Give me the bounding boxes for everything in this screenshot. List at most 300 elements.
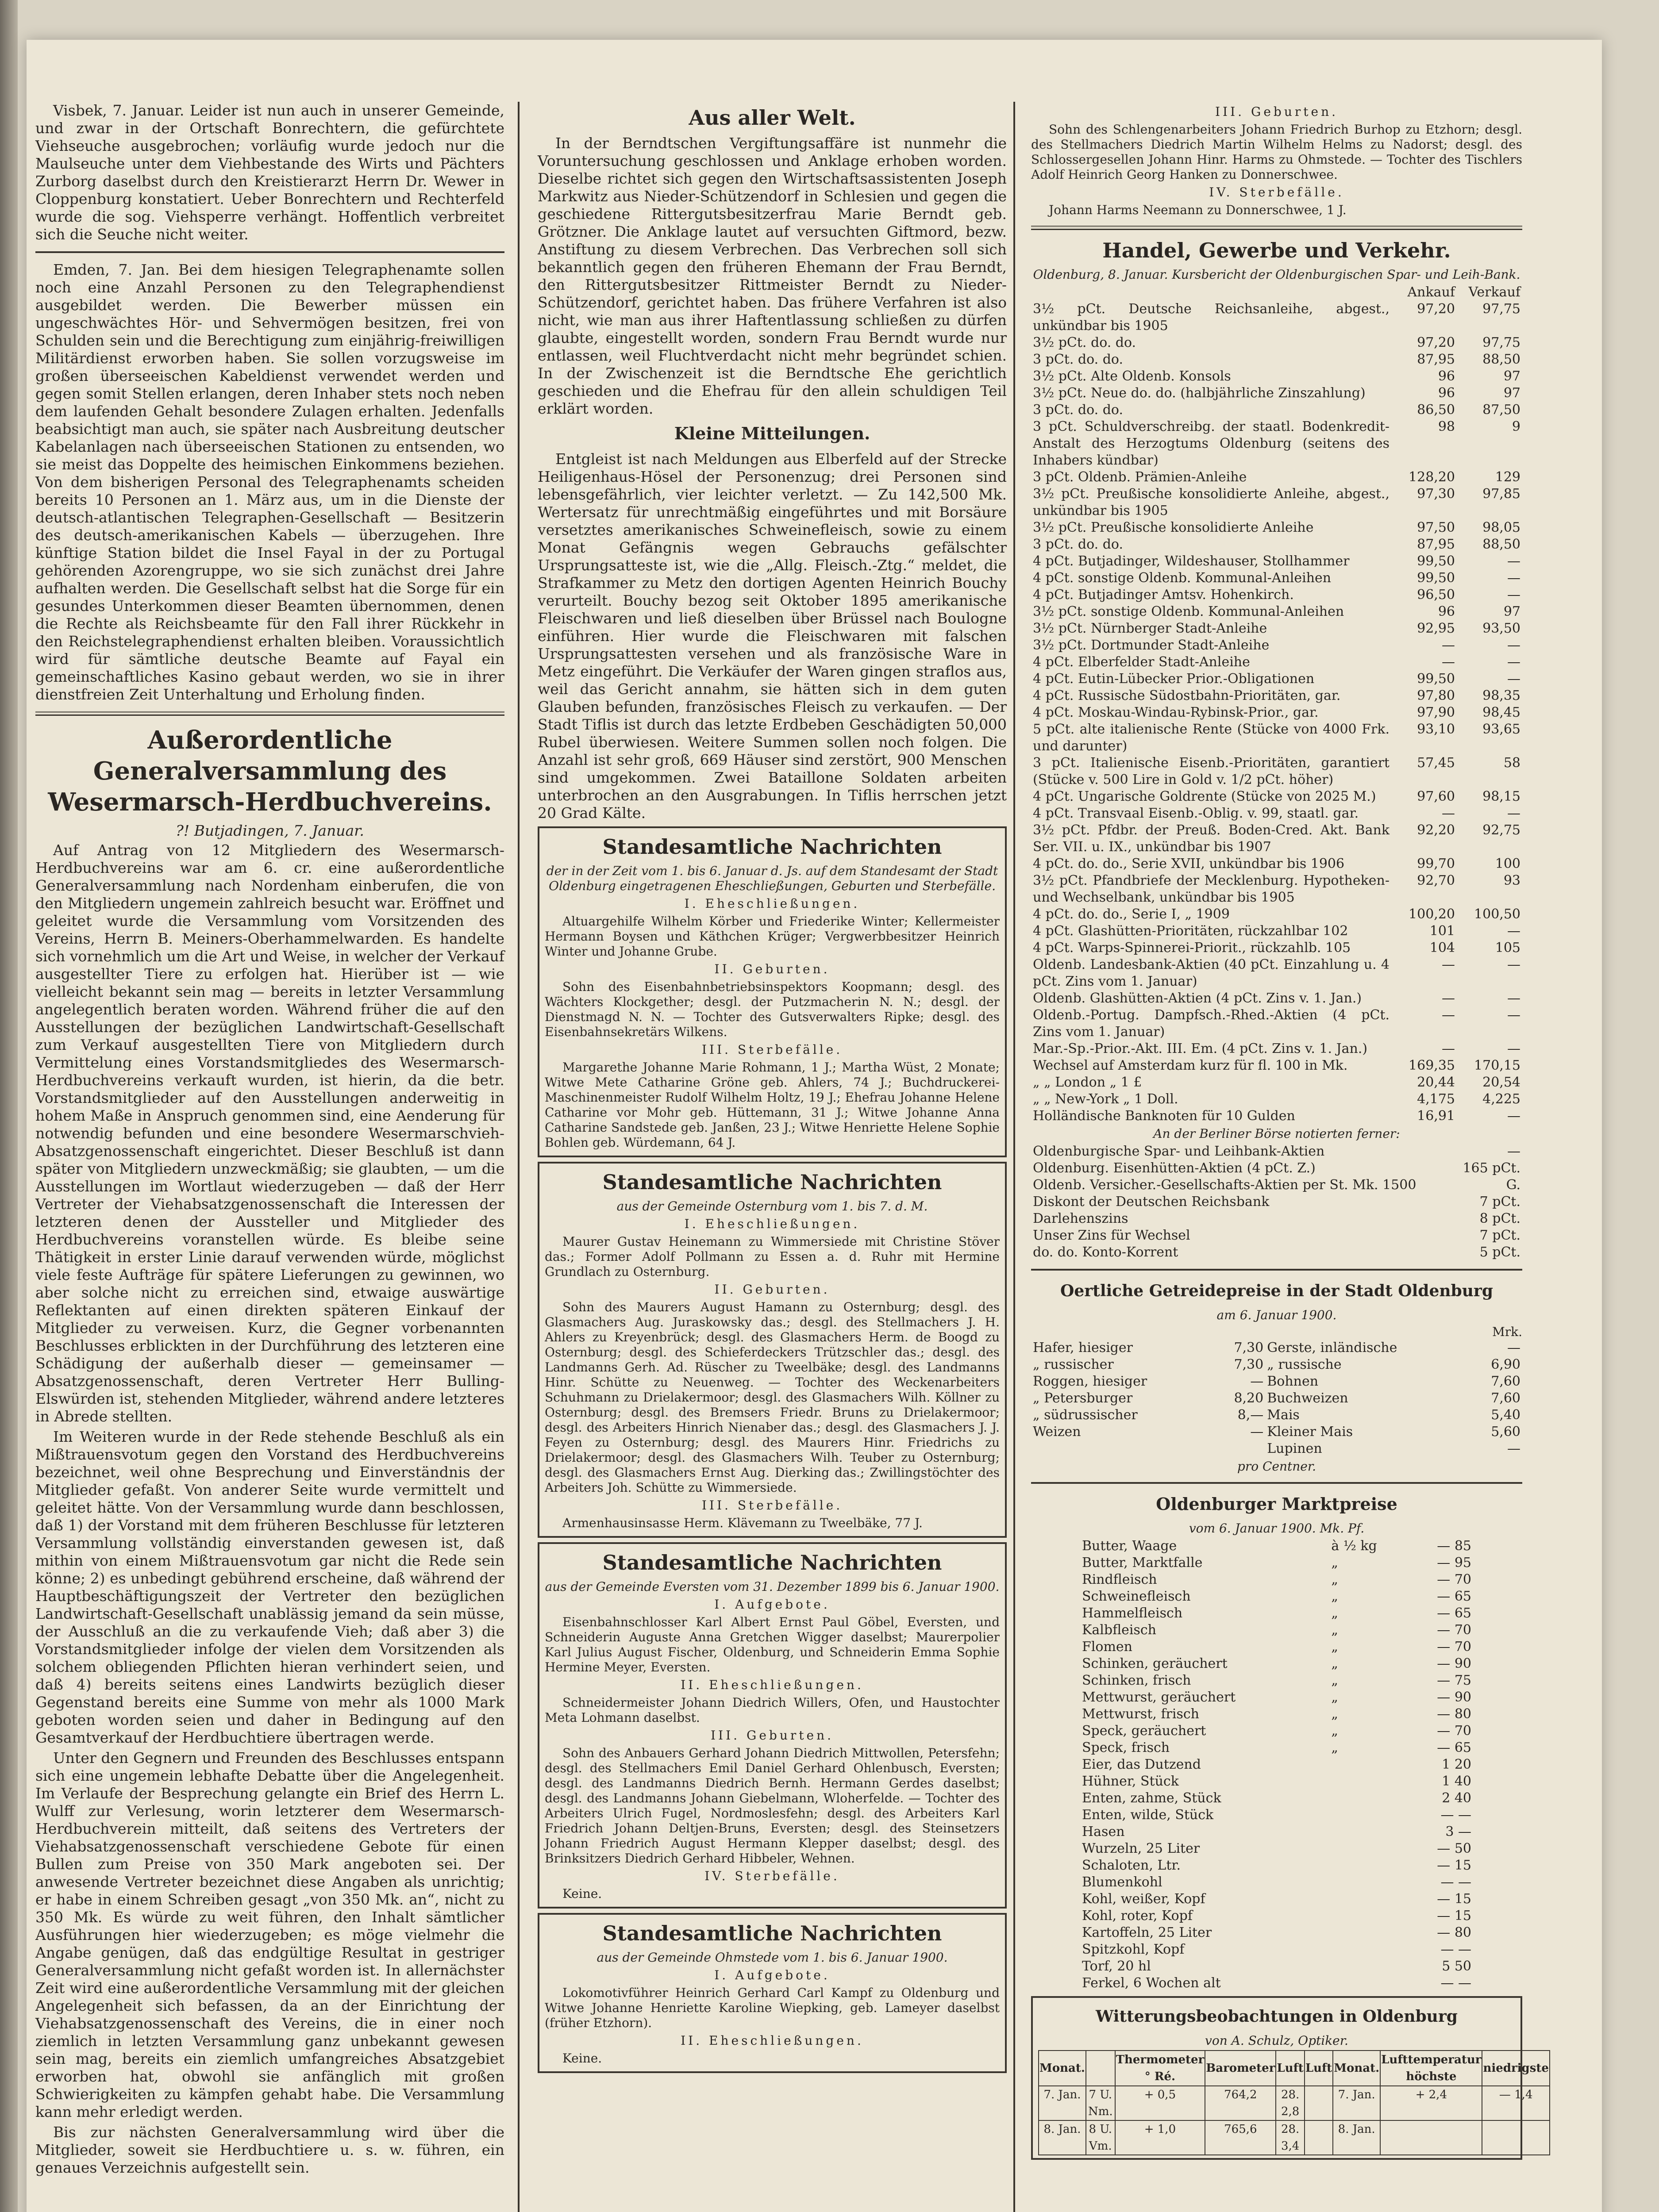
table-cell: 4 pCt. Elberfelder Stadt-Anleihe: [1033, 654, 1250, 670]
table-cell: 4 pCt. Transvaal Eisenb.-Oblig. v. 99, staatl. gar.: [1033, 806, 1359, 821]
divider: [1031, 1482, 1522, 1484]
table-row: [1031, 553, 1522, 570]
paragraph: Keine.: [562, 1886, 602, 1901]
table-cell: Oldenb. Landesbank-Aktien (40 pCt. Einzahlung u. 4 pCt. Zins vom 1. Januar): [1033, 957, 1390, 989]
kurs-table: [1031, 284, 1522, 1125]
paragraph: Eisenbahnschlosser Karl Albert Ernst Paul Göbel, Eversten, und Schneiderin Auguste Anna Gretchen Wigger daselbst; Maurerpolier Karl Julius August Fischer, Oldenburg, und Schneiderin Emma Sophie Hermine Meyer, Eversten.: [545, 1615, 1000, 1674]
table-cell: 96,50: [1417, 587, 1455, 603]
table-cell: 28. 3,4: [1276, 2120, 1304, 2155]
paragraph: Keine.: [562, 2051, 602, 2066]
table-cell: Schinken, geräuchert: [1082, 1656, 1228, 1671]
table-row: [1080, 1824, 1473, 1840]
table-cell: [1329, 1824, 1408, 1840]
table-cell: — 15: [1437, 1858, 1471, 1873]
table-cell: —: [1442, 806, 1455, 821]
table-cell: 5 pCt.: [1479, 1244, 1520, 1260]
table-cell: 4 pCt. Russische Südostbahn-Prioritäten, gar.: [1033, 688, 1341, 703]
table-cell: —: [1442, 1041, 1455, 1056]
table-header: niedrigste: [1482, 2051, 1549, 2086]
table-cell: 3 pCt. do. do.: [1033, 352, 1123, 367]
table-cell: 97,75: [1482, 335, 1520, 350]
table-row: [1031, 570, 1522, 587]
paragraph: Sohn des Anbauers Gerhard Johann Diedrich Mittwollen, Petersfehn; desgl. des Stellmachers Emil Daniel Gerhard Ohlenbusch, Eversten; desgl. des Landmanns Diedrich Bernh. Hermann Gerdes daselbst; desgl. des Landmanns Johann Giebelmann, Wloherfelde. — Tochter des Arbeiters Ulrich Fugel, Nordmoslesfehn; desgl. des Arbeiters Karl Friedrich Johann Deltjen-Bruns, Eversten; desgl. des Steinsetzers Johann Friedrich August Hermann Klepper daselbst; desgl. des Brinksitzers Diedrich Gerhard Hibbeler, Wehnen.: [545, 1746, 1000, 1866]
table-cell: 4 pCt. Glashütten-Prioritäten, rückzahlbar 102: [1033, 923, 1348, 939]
table-cell: 5,40: [1491, 1407, 1520, 1423]
table-cell: —: [1442, 637, 1455, 653]
table-row: [1031, 486, 1522, 519]
table-cell: „: [1331, 1555, 1338, 1571]
table-row: [1031, 402, 1522, 419]
table-cell: Wechsel auf Amsterdam kurz für fl. 100 in Mk.: [1033, 1058, 1348, 1073]
table-cell: [1329, 1874, 1408, 1891]
table-cell: —: [1507, 806, 1520, 821]
table-cell: 8. Jan.: [1039, 2120, 1086, 2155]
table-cell: 92,95: [1417, 621, 1455, 636]
footnote: pro Centner.: [1237, 1459, 1316, 1474]
table-cell: Eier, das Dutzend: [1082, 1757, 1201, 1772]
table-cell: 92,70: [1417, 873, 1455, 888]
table-cell: [1329, 1941, 1408, 1958]
table-cell: „: [1331, 1673, 1338, 1688]
table-cell: —: [1442, 654, 1455, 670]
paragraph: Schneidermeister Johann Diedrich Willers, Ofen, und Haustochter Meta Lohmann daselbst.: [545, 1695, 1000, 1725]
column-3: [1031, 102, 1549, 2164]
table-cell: 3 pCt. Oldenb. Prämien-Anleihe: [1033, 469, 1247, 485]
table-cell: 88,50: [1482, 537, 1520, 552]
table-cell: — 15: [1437, 1891, 1471, 1907]
table-row: [1031, 351, 1522, 368]
table-cell: 5 50: [1442, 1959, 1471, 1974]
table-cell: Enten, wilde, Stück: [1082, 1807, 1214, 1823]
table-cell: „ russische: [1267, 1357, 1342, 1372]
table-row: [1031, 805, 1522, 822]
headline-witterung: Witterungsbeobachtungen in Oldenburg: [1096, 2007, 1458, 2026]
book-spine: [0, 0, 18, 2212]
section-title: Standesamtliche Nachrichten: [602, 1170, 942, 1194]
section-heading: II. Geburten.: [714, 962, 830, 976]
table-row: [1031, 872, 1522, 906]
table-cell: — 80: [1437, 1706, 1471, 1722]
table-cell: 6,90: [1491, 1357, 1520, 1372]
table-row: [1031, 940, 1522, 956]
table-cell: „: [1331, 1589, 1338, 1604]
table-row: [1031, 721, 1522, 755]
table-row: [1080, 1655, 1473, 1672]
table-cell: 97,60: [1417, 789, 1455, 804]
table-cell: 3½ pCt. Pfdbr. der Preuß. Boden-Cred. Akt. Bank Ser. VII. u. IX., unkündbar bis 1907: [1033, 822, 1390, 855]
table-cell: 3½ pCt. Pfandbriefe der Mecklenburg. Hypotheken- und Wechselbank, unkündbar bis 1905: [1033, 873, 1390, 905]
paragraph: Sohn des Eisenbahnbetriebsinspektors Koopmann; desgl. des Wächters Klockgether; desgl. der Putzmacherin N. N.; desgl. der Dienstmagd N. N. — Tochter des Gutsverwalters Ripke; desgl. des Eisenbahnsekretärs Wilkens.: [545, 979, 1000, 1039]
table-cell: — —: [1440, 1807, 1471, 1823]
table-cell: —: [1507, 654, 1520, 670]
table-cell: 3 pCt. Italienische Eisenb.-Prioritäten, garantiert (Stücke v. 500 Lire in Gold v. 1/2 pCt. höher): [1033, 755, 1390, 787]
table-cell: 3½ pCt. do. do.: [1033, 335, 1136, 350]
table-cell: Hafer, hiesiger: [1033, 1340, 1133, 1356]
section-heading: I. Eheschließungen.: [684, 1217, 860, 1231]
table-cell: —: [1507, 637, 1520, 653]
table-cell: — 65: [1437, 1605, 1471, 1621]
table-row: [1031, 469, 1522, 486]
table-row: [1080, 1807, 1473, 1824]
table-cell: 129: [1495, 469, 1520, 485]
section-heading: II. Eheschließungen.: [681, 2033, 864, 2048]
table-row: [1080, 1588, 1473, 1605]
table-cell: „ „ New-York „ 1 Doll.: [1033, 1091, 1178, 1107]
divider: [1031, 1269, 1522, 1271]
table-cell: 5 pCt. alte italienische Rente (Stücke von 4000 Frk. und darunter): [1033, 722, 1390, 754]
table-row: [1080, 1639, 1473, 1655]
table-cell: —: [1507, 1340, 1520, 1356]
table-cell: 20,54: [1482, 1075, 1520, 1090]
table-header: [1086, 2051, 1115, 2086]
table-cell: — 70: [1437, 1639, 1471, 1655]
table-cell: 92,20: [1417, 822, 1455, 838]
headline-getreidepreise: Oertliche Getreidepreise in der Stadt Oldenburg: [1060, 1282, 1493, 1300]
table-row: [1080, 1975, 1473, 1992]
divider: [35, 711, 504, 716]
table-row: [1031, 704, 1522, 721]
table-cell: — 70: [1437, 1723, 1471, 1739]
table-cell: Kalbfleisch: [1082, 1622, 1156, 1638]
table-cell: [1380, 2120, 1482, 2155]
table-cell: 96: [1438, 385, 1455, 401]
table-row: [1031, 385, 1522, 402]
section-title: Standesamtliche Nachrichten: [602, 835, 942, 859]
table-cell: Buchweizen: [1267, 1390, 1348, 1406]
table-row: [1031, 1194, 1522, 1210]
table-cell: 96: [1438, 369, 1455, 384]
table-cell: Roggen, hiesiger: [1033, 1374, 1147, 1389]
table-cell: à ½ kg: [1331, 1538, 1377, 1554]
table-cell: 7 pCt.: [1479, 1228, 1520, 1243]
table-cell: 4 pCt. Eutin-Lübecker Prior.-Obligationen: [1033, 671, 1315, 687]
table-cell: Hasen: [1082, 1824, 1125, 1839]
table-cell: Mettwurst, geräuchert: [1082, 1690, 1236, 1705]
table-cell: 92,75: [1482, 822, 1520, 838]
table-row: [1031, 334, 1522, 351]
table-row: [1039, 2120, 1550, 2155]
table-cell: „ Petersburger: [1033, 1390, 1133, 1406]
table-cell: — 65: [1437, 1740, 1471, 1755]
table-cell: 4 pCt. Butjadinger, Wildeshauser, Stollhammer: [1033, 553, 1350, 569]
table-cell: 5,60: [1491, 1424, 1520, 1440]
table-cell: Mar.-Sp.-Prior.-Akt. III. Em. (4 pCt. Zins v. 1. Jan.): [1033, 1041, 1368, 1056]
table-cell: „ „ London „ 1 £: [1033, 1075, 1142, 1090]
table-cell: 93,10: [1417, 722, 1455, 737]
table-cell: Speck, geräuchert: [1082, 1723, 1206, 1739]
table-row: [1031, 923, 1522, 940]
table-cell: 7 U. Nm.: [1086, 2086, 1115, 2120]
column-rule: [518, 102, 520, 2212]
table-cell: Unser Zins für Wechsel: [1033, 1228, 1190, 1243]
table-cell: [1329, 1807, 1408, 1824]
table-cell: 4 pCt. sonstige Oldenb. Kommunal-Anleihen: [1033, 570, 1332, 586]
table-cell: 3 pCt. Schuldverschreibg. der staatl. Bodenkredit-Anstalt des Herzogtums Oldenburg (seitens des Inhabers kündbar): [1033, 419, 1390, 468]
table-row: [1031, 620, 1522, 637]
table-row: [1031, 1143, 1522, 1160]
standesamt-oldenburg: [538, 826, 1007, 1157]
table-row: [1031, 990, 1522, 1007]
table-cell: „: [1331, 1706, 1338, 1722]
table-cell: 87,50: [1482, 402, 1520, 418]
dateline: ?! Butjadingen, 7. Januar.: [176, 822, 364, 839]
table-cell: Schinken, frisch: [1082, 1673, 1191, 1688]
section-heading: I. Eheschließungen.: [684, 896, 860, 911]
table-cell: 4,225: [1482, 1091, 1520, 1107]
table-cell: —: [1507, 1041, 1520, 1056]
table-cell: Flomen: [1082, 1639, 1132, 1655]
section-heading: III. Geburten.: [710, 1728, 834, 1743]
table-cell: Lupinen: [1267, 1441, 1322, 1456]
table-row: [1080, 1857, 1473, 1874]
table-cell: 764,2: [1205, 2086, 1276, 2120]
table-cell: Enten, zahme, Stück: [1082, 1790, 1221, 1806]
table-cell: 3 pCt. do. do.: [1033, 537, 1123, 552]
section-subtitle: am 6. Januar 1900.: [1216, 1308, 1337, 1322]
table-row: [1031, 956, 1522, 990]
table-row: [1031, 687, 1522, 704]
table-cell: 170,15: [1474, 1058, 1520, 1073]
table-row: [1031, 1041, 1522, 1057]
table-cell: 8,20: [1234, 1390, 1264, 1406]
section-heading: IV. Sterbefälle.: [1209, 185, 1344, 200]
table-cell: —: [1507, 587, 1520, 603]
table-cell: 3½ pCt. Alte Oldenb. Konsols: [1033, 369, 1231, 384]
section-subtitle: aus der Gemeinde Ohmstede vom 1. bis 6. Januar 1900.: [597, 1950, 948, 1965]
table-row: [1080, 1790, 1473, 1807]
column-rule: [1013, 102, 1015, 2212]
table-row: [1080, 1622, 1473, 1639]
table-cell: 96: [1438, 604, 1455, 619]
table-row: [1031, 1440, 1522, 1457]
table-cell: „: [1331, 1639, 1338, 1655]
table-row: [1031, 755, 1522, 788]
table-row: [1031, 822, 1522, 856]
table-cell: 88,50: [1482, 352, 1520, 367]
table-cell: Oldenb. Glashütten-Aktien (4 pCt. Zins v. 1. Jan.): [1033, 991, 1362, 1006]
section-heading: I. Aufgebote.: [714, 1968, 830, 1982]
table-cell: 97,75: [1482, 301, 1520, 317]
section-subtitle: Oldenburg, 8. Januar. Kursbericht der Oldenburgischen Spar- und Leih-Bank.: [1033, 267, 1520, 282]
paragraph: Johann Harms Neemann zu Donnerschwee, 1 J.: [1049, 203, 1347, 217]
paragraph: In der Berndtschen Vergiftungsaffäre ist nunmehr die Voruntersuchung geschlossen und Anklage erhoben worden. Dieselbe richtet sich gegen den Wirtschaftsassistenten Joseph Markwitz aus Nieder-Schützendorf in Schlesien und gegen die geschiedene Rittergutsbesitzerfrau Marie Berndt geb. Grötzner. Die Anklage lautet auf versuchten Giftmord, bezw. Anstiftung zu diesem Verbrechen. Das Verbrechen soll sich bekanntlich gegen den früheren Ehemann der Frau Berndt, den Rittergutsbesitzer Rittmeister Berndt zu Nieder-Schützendorf, gerichtet haben. Das frühere Verfahren ist also nicht, wie man aus ihrer Haftentlassung schließen zu dürfen glaubte, eingestellt worden, sondern Frau Berndt wurde nur entlassen, weil Fluchtverdacht nicht mehr begründet schien. In der Zwischenzeit ist die Berndtsche Ehe gerichtlich geschieden und die Ehefrau für den allein schuldigen Teil erklärt worden.: [538, 134, 1007, 417]
table-cell: 97,90: [1417, 705, 1455, 720]
table-cell: Schaloten, Ltr.: [1082, 1858, 1181, 1873]
table-row: [1031, 671, 1522, 687]
table-cell: 97,30: [1417, 486, 1455, 502]
table-cell: „: [1331, 1690, 1338, 1705]
table-cell: Oldenb.-Portug. Dampfsch.-Rhed.-Aktien (4 pCt. Zins vom 1. Januar): [1033, 1007, 1390, 1040]
headline-marktpreise: Oldenburger Marktpreise: [1156, 1494, 1397, 1514]
markt-table: [1080, 1538, 1473, 1992]
table-cell: G.: [1506, 1177, 1520, 1193]
table-cell: [1329, 1857, 1408, 1874]
table-cell: + 0,5: [1115, 2086, 1205, 2120]
table-cell: 128,20: [1409, 469, 1455, 485]
table-cell: 93,50: [1482, 621, 1520, 636]
table-row: [1031, 1356, 1522, 1373]
table-cell: 7,30: [1234, 1357, 1264, 1372]
table-cell: 9: [1512, 419, 1520, 434]
section-heading: III. Sterbefälle.: [701, 1498, 843, 1513]
table-cell: — 90: [1437, 1690, 1471, 1705]
table-cell: 7 pCt.: [1479, 1194, 1520, 1210]
table-row: [1080, 1874, 1473, 1891]
table-cell: 87,95: [1417, 352, 1455, 367]
table-cell: Darlehenszins: [1033, 1211, 1128, 1226]
table-cell: 99,50: [1417, 671, 1455, 687]
table-cell: —: [1507, 991, 1520, 1006]
table-cell: [1200, 1440, 1265, 1457]
table-cell: Oldenb. Versicher.-Gesellschafts-Aktien per St. Mk. 1500: [1033, 1177, 1417, 1193]
table-row: [1080, 1740, 1473, 1756]
table-cell: 4 pCt. do. do., Serie XVII, unkündbar bis 1906: [1033, 856, 1345, 872]
section-title: Standesamtliche Nachrichten: [602, 1551, 942, 1575]
table-cell: Kohl, roter, Kopf: [1082, 1908, 1193, 1924]
divider: [1031, 226, 1522, 230]
table-cell: 99,50: [1417, 553, 1455, 569]
table-cell: Hühner, Stück: [1082, 1774, 1179, 1789]
table-cell: „: [1331, 1723, 1338, 1739]
table-cell: „: [1331, 1656, 1338, 1671]
table-row: [1031, 1007, 1522, 1041]
article-visbek: Visbek, 7. Januar. Leider ist nun auch in unserer Gemeinde, und zwar in der Ortschaft Bonrechtern, die gefürchtete Viehseuche ausgebrochen; vorläufig wurde jedoch nur die Maulseuche unter dem Viehbestande des Wirts und Pächters Zurborg daselbst durch den Kreistierarzt Herrn Dr. Wewer in Cloppenburg konstatiert. Ueber Bonrechtern und Rechterfeld wurde die sog. Viehsperre verhängt. Hoffentlich verbreitet sich die Seuche nicht weiter.: [35, 102, 504, 243]
table-row: [1080, 1538, 1473, 1555]
table-cell: 3½ pCt. Deutsche Reichsanleihe, abgest., unkündbar bis 1905: [1033, 301, 1390, 334]
table-cell: Spitzkohl, Kopf: [1082, 1942, 1185, 1957]
table-cell: [1482, 2120, 1549, 2155]
table-cell: „: [1331, 1605, 1338, 1621]
table-cell: Mettwurst, frisch: [1082, 1706, 1200, 1722]
headline-aus-aller-welt: Aus aller Welt.: [689, 106, 856, 130]
section-subtitle: aus der Gemeinde Eversten vom 31. Dezember 1899 bis 6. Januar 1900.: [545, 1579, 1000, 1594]
table-cell: 93,65: [1482, 722, 1520, 737]
paragraph: Sohn des Maurers August Hamann zu Osternburg; desgl. des Glasmachers Aug. Juraskowsky das.; desgl. des Stellmachers J. H. Ahlers zu Kreyenbrück; desgl. des Glasmachers Herm. de Boogd zu Osternburg; desgl. des Schieferdeckers Trützschler das.; desgl. des Landmanns Gerh. Ad. Rüscher zu Tweelbäke; desgl. des Landmanns Hinr. Schütte zu Neuenweg. — Tochter des Weckenarbeiters Schuhmann zu Drielakermoor; desgl. des Glasmachers Wilh. Köllner zu Osternburg; desgl. des Bremsers Friedr. Bruns zu Drielakermoor; desgl. des Arbeiters Hinrich Nienaber das.; desgl. des Glasmachers J. J. Feyen zu Osternburg; desgl. des Maurers Hinr. Friedrichs zu Drielakermoor; desgl. des Glasmachers Wilh. Teuber zu Osternburg; desgl. des Glasmachers Ernst Aug. Dierking das.; Zwillingstöchter des Arbeiters Joh. Schütte zu Wimmersiede.: [545, 1300, 1000, 1495]
table-cell: 4 pCt. do. do., Serie I, „ 1909: [1033, 906, 1230, 922]
table-cell: 3½ pCt. Preußische konsolidierte Anleihe: [1033, 520, 1314, 535]
table-cell: 87,95: [1417, 537, 1455, 552]
table-header: Lufttemperatur höchste: [1380, 2051, 1482, 2086]
table-cell: 98,35: [1482, 688, 1520, 703]
table-cell: „ russischer: [1033, 1357, 1114, 1372]
table-cell: 3½ pCt. Preußische konsolidierte Anleihe, abgest., unkündbar bis 1905: [1033, 486, 1390, 518]
table-cell: 98,15: [1482, 789, 1520, 804]
table-row: [1031, 1091, 1522, 1108]
table-cell: Oldenburg. Eisenhütten-Aktien (4 pCt. Z.): [1033, 1160, 1316, 1176]
table-cell: Blumenkohl: [1082, 1874, 1162, 1890]
table-cell: —: [1250, 1374, 1264, 1389]
table-cell: —: [1442, 991, 1455, 1006]
table-cell: [1305, 2086, 1333, 2120]
table-cell: 100,20: [1409, 906, 1455, 922]
table-cell: 16,91: [1417, 1108, 1455, 1124]
table-cell: —: [1442, 957, 1455, 972]
table-row: [1031, 1424, 1522, 1440]
table-cell: 7. Jan.: [1333, 2086, 1380, 2120]
paragraph: Entgleist ist nach Meldungen aus Elberfeld auf der Strecke Heiligenhaus-Hösel der Personenzug; drei Personen sind lebensgefährlich, vier leichter verletzt. — Zu 142,500 Mk. Wertersatz für unrechtmäßig eingeführtes und mit Borsäure versetztes amerikanisches Schweinefleisch, sowie zu einem Monat Gefängnis wegen Gebrauchs gefälschter Ursprungsatteste ist, wie die „Allg. Fleisch.-Ztg.“ meldet, die Strafkammer zu Metz den dortigen Agenten Heinrich Bouchy verurteilt. Bouchy bezog seit Oktober 1895 amerikanische Fleischwaren und ließ dieselben über Brüssel nach Boulogne einführen. Hier wurde die Fleischwaren mit falschen Ursprungsattesten versehen und als französische Ware in Metz eingeführt. Die Verkäufer der Waren gingen straflos aus, weil das Gericht annahm, sie hätten sich in dem guten Glauben befunden, französisches Fleisch zu verkaufen. — Der Stadt Tiflis ist durch das letzte Erdbeben Geschädigten 50,000 Rubel überwiesen. Weitere Summen sollen noch folgen. Die Anzahl ist sehr groß, 669 Häuser sind zerstört, 900 Menschen sind umgekommen. Zwei Bataillone Soldaten arbeiten unterbrochen an den Ausgrabungen. In Tiflis herrschen jetzt 20 Grad Kälte.: [538, 450, 1007, 822]
table-cell: 8 pCt.: [1479, 1211, 1520, 1226]
table-cell: 765,6: [1205, 2120, 1276, 2155]
table-cell: 99,50: [1417, 570, 1455, 586]
paragraph: Auf Antrag von 12 Mitgliedern des Wesermarsch-Herdbuchvereins war am 6. cr. eine außerordentliche Generalversammlung nach Nordenham einberufen, die von den Mitgliedern ungemein zahlreich besucht war. Eröffnet und geleitet wurde die Versammlung vom Vorsitzenden des Vereins, Herrn B. Meiners-Oberhammelwarden. Es handelte sich vornehmlich um die Art und Weise, in welcher der Verkauf ausgestellter Tiere zu erfolgen hat. Hierüber ist — wie vielleicht bekannt sein mag — bereits in letzter Versammlung angelegentlich beraten worden. Während früher die auf den Ausstellungen der bezüglichen Landwirtschaft-Gesellschaft zum Verkauf ausgestellten Tiere von Mitgliedern durch Vermittelung eines Vorstandsmitgliedes des Wesermarsch-Herdbuchvereins verkauft wurden, ist hierin, da die betr. Vorstandsmitglieder auf den Ausstellungen anderweitig in hohem Maße in Anspruch genommen sind, eine Aenderung für notwendig befunden und eine besondere Wesermarschvieh-Absatzgenossenschaft eingerichtet. Dieser Beschluß ist dann später von Mitgliedern unzweckmäßig; sie glaubten, — um die Ausstellungen im Wortlaut wiederzugeben — daß der Herr Vertreter der Viehabsatzgenossenschaft die Interessen der letzteren denen der Aussteller und Mitglieder des Herdbuchvereins voranstellen würde. Es bleibe seine Thätigkeit in erster Linie darauf verwenden würde, möglichst viele feste Aufträge für spätere Lieferungen zu gewinnen, wo aber solche nicht zu erreichen sind, etwaige auswärtige Reflektanten auf einen direkten späteren Einkauf der Mitglieder zu verweisen. Kurz, die Gegner vorbenannten Beschlusses erblickten in der Durchführung des letzteren eine Schädigung der außerhalb dieser — gemeinsamer — Absatzgenossenschaft, deren Vertreter Herr Bulling-Elswürden ist, stehenden Mitglieder, während andere letzteres in Abrede stellten.: [35, 841, 504, 1425]
table-cell: Holländische Banknoten für 10 Gulden: [1033, 1108, 1295, 1124]
table-row: [1031, 419, 1522, 469]
table-row: [1031, 788, 1522, 805]
table-cell: —: [1507, 1441, 1520, 1456]
table-cell: —: [1507, 957, 1520, 972]
table-cell: 100,50: [1474, 906, 1520, 922]
table-row: [1080, 1756, 1473, 1773]
table-cell: 28. 2,8: [1276, 2086, 1304, 2120]
standesamt-osternburg: [538, 1162, 1007, 1538]
table-cell: — —: [1440, 1942, 1471, 1957]
table-cell: + 2,4: [1380, 2086, 1482, 2120]
diskont-table: [1031, 1194, 1522, 1261]
table-row: [1031, 536, 1522, 553]
section-heading: III. Geburten.: [1215, 104, 1339, 119]
table-cell: 86,50: [1417, 402, 1455, 418]
table-cell: 98,45: [1482, 705, 1520, 720]
table-cell: — 90: [1437, 1656, 1471, 1671]
standesamt-ohmstede: [538, 1913, 1007, 2073]
table-cell: Diskont der Deutschen Reichsbank: [1033, 1194, 1270, 1210]
table-row: [1080, 1773, 1473, 1790]
table-row: [1031, 1057, 1522, 1074]
table-row: [1031, 1407, 1522, 1424]
berlin-table: [1031, 1143, 1522, 1194]
table-row: [1080, 1941, 1473, 1958]
table-cell: 98,05: [1482, 520, 1520, 535]
table-cell: —: [1507, 671, 1520, 687]
table-row: [1031, 906, 1522, 923]
table-cell: 57,45: [1417, 755, 1455, 771]
table-row: [1080, 1924, 1473, 1941]
table-cell: „: [1331, 1740, 1338, 1755]
table-header: Verkauf: [1468, 284, 1520, 300]
table-row: [1031, 856, 1522, 872]
paragraph: Armenhausinsasse Herm. Klävemann zu Tweelbäke, 77 J.: [562, 1516, 923, 1530]
table-cell: — 65: [1437, 1589, 1471, 1604]
table-cell: „: [1331, 1622, 1338, 1638]
column-1: [35, 102, 504, 2179]
table-cell: 3½ pCt. Dortmunder Stadt-Anleihe: [1033, 637, 1270, 653]
table-cell: Kohl, weißer, Kopf: [1082, 1891, 1205, 1907]
table-cell: Hammelfleisch: [1082, 1605, 1183, 1621]
section-subtitle: von A. Schulz, Optiker.: [1205, 2033, 1348, 2048]
table-cell: 4 pCt. Butjadinger Amtsv. Hohenkirch.: [1033, 587, 1294, 603]
table-cell: 97,20: [1417, 335, 1455, 350]
table-cell: 1 20: [1442, 1757, 1471, 1772]
table-row: [1080, 1891, 1473, 1908]
table-cell: „ südrussischer: [1033, 1407, 1138, 1423]
table-cell: 97,50: [1417, 520, 1455, 535]
table-cell: —: [1442, 1007, 1455, 1023]
table-cell: [1329, 1924, 1408, 1941]
table-cell: 100: [1495, 856, 1520, 872]
table-cell: — 85: [1437, 1538, 1471, 1554]
table-row: [1031, 1340, 1522, 1356]
table-header: [1031, 284, 1391, 301]
table-row: [1039, 2086, 1550, 2120]
table-cell: 8,—: [1237, 1407, 1264, 1423]
table-row: [1031, 637, 1522, 654]
paragraph: Bis zur nächsten Generalversammlung wird über die Mitglieder, soweit sie Herdbuchtiere u. s. w. führen, ein genaues Verzeichnis aufgestellt sein.: [35, 2124, 504, 2176]
witterung-box: [1031, 1996, 1549, 2160]
table-cell: + 1,0: [1115, 2120, 1205, 2155]
table-row: [1031, 1210, 1522, 1227]
table-cell: Mais: [1267, 1407, 1300, 1423]
table-row: [1031, 1227, 1522, 1244]
